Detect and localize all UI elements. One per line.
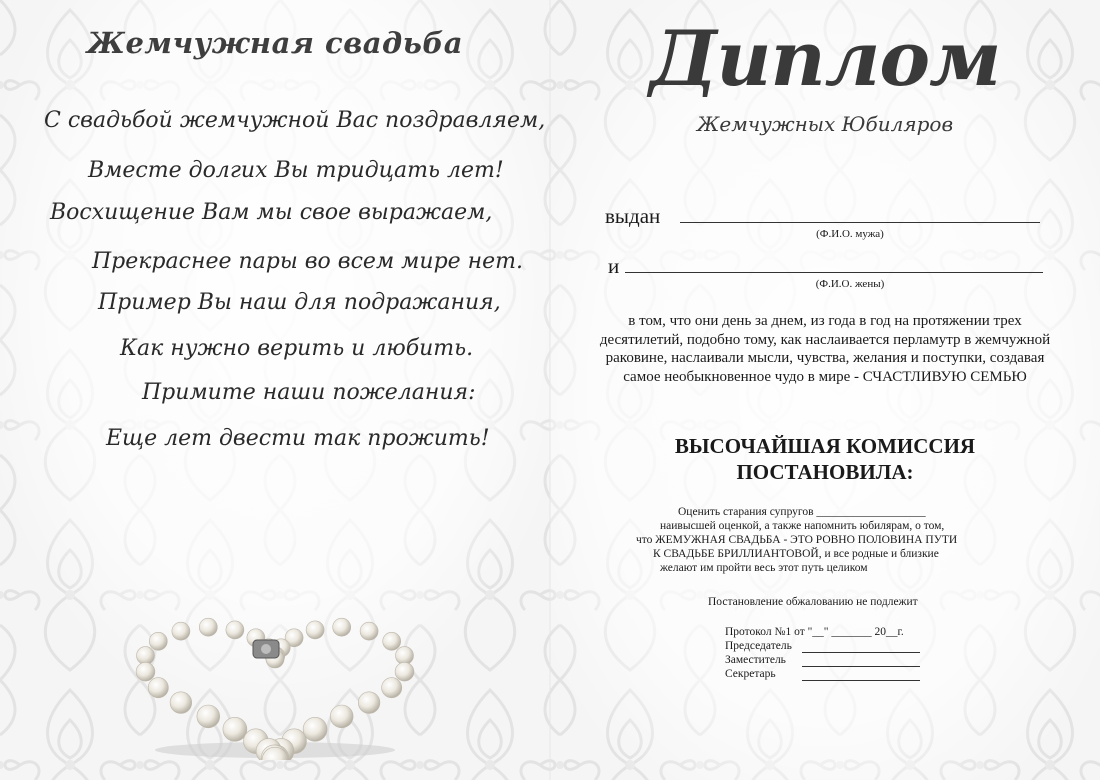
pearl (136, 662, 155, 681)
pearl (148, 678, 168, 698)
decree-line: наивысшей оценкой, а также напомнить юбилярам, о том, (660, 520, 945, 532)
diploma-subtitle: Жемчужных Юбиляров (696, 112, 954, 136)
pearl (170, 692, 192, 714)
poem-title: Жемчужная свадьба (86, 26, 464, 60)
pearl (149, 632, 167, 650)
pearl (396, 647, 414, 665)
pearl-necklace-image (130, 600, 420, 760)
poem-line: Примите наши пожелания: (142, 380, 476, 405)
pearl (330, 705, 353, 728)
poem-line: С свадьбой жемчужной Вас поздравляем, (44, 108, 546, 133)
deputy-signature-line (802, 666, 920, 667)
poem-line: Вместе долгих Вы тридцать лет! (88, 158, 504, 183)
commission-line-2: ПОСТАНОВИЛА: (736, 460, 914, 484)
diploma-body-text: в том, что они день за днем, из года в год на протяжении трех десятилетий, подобно тому, как наслаивается перламутр в жемчужной раковине, наслаивали мысли, чувства, желания и поступки, создавая самое необыкновенное чудо в мире - СЧАСТЛИВУЮ СЕМЬЮ (599, 313, 1051, 385)
and-label: и (608, 254, 620, 278)
pearl (172, 622, 190, 640)
poem-line: Восхищение Вам мы свое выражаем, (50, 200, 493, 225)
secretary-label: Секретарь (725, 668, 776, 680)
pearl (137, 647, 155, 665)
deputy-label: Заместитель (725, 654, 786, 666)
poem-line: Еще лет двести так прожить! (106, 426, 490, 451)
chairman-signature-line (802, 652, 920, 653)
pearl (358, 692, 380, 714)
decree-line: Оценить старания супругов ___________________ (678, 506, 926, 518)
commission-heading (590, 433, 1060, 485)
pearl (333, 618, 351, 636)
pearl (306, 621, 324, 639)
pearl (382, 678, 402, 698)
issued-label: выдан (605, 204, 661, 228)
poem-line: Прекраснее пары во всем мире нет. (92, 249, 524, 274)
decree-line: что ЖЕМУЖНАЯ СВАДЬБА - ЭТО РОВНО ПОЛОВИНА ПУТИ (636, 534, 958, 546)
poem-line: Как нужно верить и любить. (120, 336, 474, 361)
pearl (303, 717, 327, 741)
right-page (550, 0, 1100, 780)
decree-line: желают им пройти весь этот путь целиком (660, 562, 868, 574)
pearl (226, 621, 244, 639)
diploma-title: Диплом (649, 14, 1001, 103)
pearl (383, 632, 401, 650)
chairman-label: Председатель (725, 640, 792, 652)
pearl (395, 662, 414, 681)
pearl (197, 705, 220, 728)
secretary-signature-line (802, 680, 920, 681)
pearl (360, 622, 378, 640)
pearl (223, 717, 247, 741)
wife-caption: (Ф.И.О. жены) (815, 278, 885, 290)
wife-name-line (625, 272, 1043, 273)
no-appeal-text: Постановление обжалованию не подлежит (708, 596, 918, 608)
husband-caption: (Ф.И.О. мужа) (816, 228, 884, 240)
decree-line: К СВАДЬБЕ БРИЛЛИАНТОВОЙ, и все родные и близкие (653, 548, 939, 560)
poem-line: Пример Вы наш для подражания, (98, 290, 501, 315)
commission-line-1: ВЫСОЧАЙШАЯ КОМИССИЯ (674, 434, 976, 458)
husband-name-line (680, 222, 1040, 223)
pearl (199, 618, 217, 636)
protocol-line: Протокол №1 от "__" _______ 20__г. (725, 626, 904, 638)
